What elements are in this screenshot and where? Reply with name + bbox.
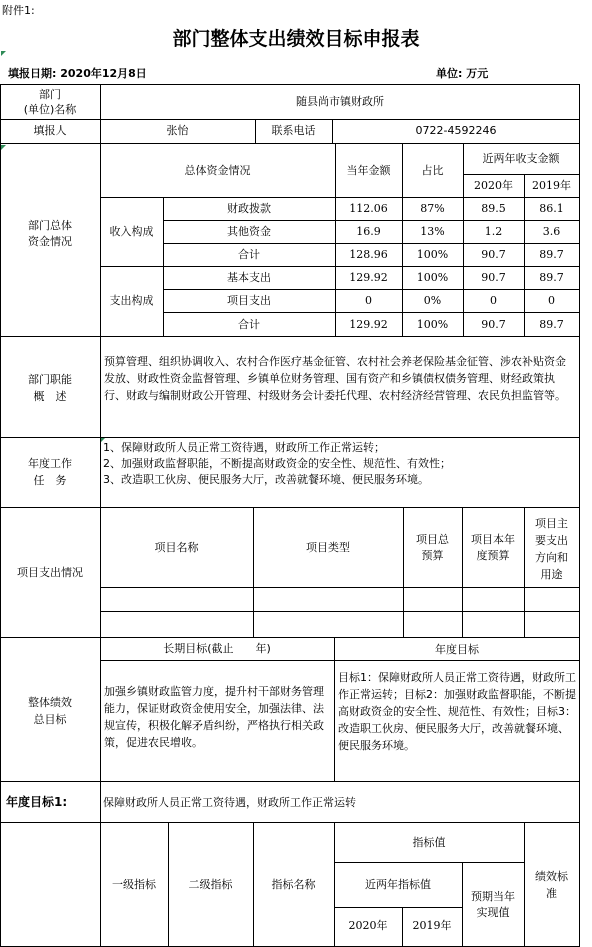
cell-marker bbox=[1, 51, 6, 56]
performance-standard-header bbox=[524, 868, 579, 902]
project-main-use-header bbox=[524, 515, 579, 583]
project-type-header: 项目类型 bbox=[306, 541, 350, 554]
long-term-text: 加强乡镇财政监管力度，提升村干部财务管理能力，保证财政资金使用安全，加强法律、法规宣传，积极化解矛盾纠纷，严格执行相关政策，促进农民增收。 bbox=[104, 685, 324, 749]
duties-text: 预算管理、组织协调收入、农村合作医疗基金征管、农村社会养老保险基金征管、涉农补贴资金发放、财政性资金监督管理、乡镇单位财务管理、国有资产和乡镇债权债务管理、财经政策执行、财政与编制财政公开管理、村级财务会计委托代理、农村经济经营管理、农民负担监管等。 bbox=[104, 355, 566, 402]
project-main-line3: 方向和 bbox=[535, 551, 568, 564]
fund-row-2020: 90.7 bbox=[481, 271, 506, 284]
funds-label-line2: 资金情况 bbox=[28, 235, 72, 248]
annual-target-text: 目标1：保障财政所人员正常工资待遇，财政所工作正常运转；目标2：加强财政监督职能，不断提高财政资金的安全性、规范性、有效性；目标3：改造职工伙房、便民服务大厅，改善就餐环境、便民服务环境。 bbox=[338, 671, 576, 752]
fund-row-2019: 0 bbox=[548, 294, 555, 307]
fund-row-name: 财政拨款 bbox=[227, 202, 271, 215]
annual-work-label-line1: 年度工作 bbox=[28, 457, 72, 470]
header-ratio: 占比 bbox=[421, 164, 444, 177]
standard-line1: 绩效标 bbox=[535, 870, 568, 883]
project-main-line4: 用途 bbox=[540, 568, 563, 581]
fund-row-amount: 128.96 bbox=[349, 248, 388, 261]
header-recent-two-years: 近两年收支金额 bbox=[482, 152, 560, 165]
annual-target-header: 年度目标 bbox=[435, 643, 479, 656]
cell-marker bbox=[1, 145, 6, 150]
fund-row-ratio: 100% bbox=[416, 271, 449, 284]
indicator-value-header: 指标值 bbox=[412, 836, 446, 849]
expected-value-header bbox=[462, 889, 524, 921]
project-year-line1: 项目本年 bbox=[471, 533, 515, 546]
annual-work-label bbox=[0, 455, 100, 489]
project-name-header: 项目名称 bbox=[154, 541, 199, 554]
dept-label bbox=[0, 87, 100, 117]
header-current-amount: 当年金额 bbox=[346, 164, 391, 177]
long-term-header: 长期目标(截止 年) bbox=[163, 642, 271, 655]
fund-row-ratio: 0% bbox=[423, 294, 442, 307]
expense-label: 支出构成 bbox=[109, 294, 154, 307]
unit-label: 单位: 万元 bbox=[436, 67, 489, 80]
fund-row-2019: 3.6 bbox=[542, 225, 561, 238]
project-total-budget-header bbox=[403, 532, 462, 564]
indicator-year-2020: 2020年 bbox=[348, 919, 388, 932]
phone-label: 联系电话 bbox=[271, 124, 316, 137]
duties-label bbox=[0, 371, 100, 405]
project-main-line2: 要支出 bbox=[535, 534, 568, 547]
fund-row-2019: 89.7 bbox=[539, 248, 564, 261]
fund-row-2020: 90.7 bbox=[481, 318, 506, 331]
annual-work-label-line2: 任 务 bbox=[33, 474, 67, 487]
standard-line2: 准 bbox=[546, 887, 557, 900]
project-main-line1: 项目主 bbox=[535, 517, 568, 530]
phone-value: 0722-4592246 bbox=[415, 124, 497, 137]
level1-indicator-header: 一级指标 bbox=[112, 878, 156, 891]
fund-row-2020: 90.7 bbox=[481, 248, 506, 261]
income-label: 收入构成 bbox=[109, 225, 154, 238]
level2-indicator-header: 二级指标 bbox=[188, 878, 233, 891]
goal1-label: 年度目标1: bbox=[6, 795, 68, 809]
expected-line1: 预期当年 bbox=[471, 890, 515, 903]
funds-section-label bbox=[0, 218, 100, 250]
funds-label-line1: 部门总体 bbox=[28, 219, 72, 232]
fund-row-ratio: 87% bbox=[420, 202, 445, 215]
fund-row-amount: 129.92 bbox=[349, 271, 388, 284]
perf-label-line2: 总目标 bbox=[33, 713, 67, 726]
fund-row-amount: 0 bbox=[365, 294, 372, 307]
annual-work-line: 2、加强财政监督职能，不断提高财政资金的安全性、规范性、有效性； bbox=[103, 457, 451, 470]
attachment-label: 附件1: bbox=[2, 4, 35, 17]
fund-row-amount: 16.9 bbox=[356, 225, 381, 238]
header-overview: 总体资金情况 bbox=[184, 164, 251, 177]
fund-row-ratio: 100% bbox=[416, 318, 449, 331]
filler-label: 填报人 bbox=[33, 124, 67, 137]
fund-row-2020: 1.2 bbox=[484, 225, 503, 238]
fund-row-name: 合计 bbox=[238, 318, 260, 331]
project-total-line2: 预算 bbox=[421, 549, 444, 562]
fund-row-2020: 89.5 bbox=[481, 202, 506, 215]
duties-label-line2: 概 述 bbox=[33, 390, 67, 403]
fund-row-amount: 112.06 bbox=[349, 202, 388, 215]
indicator-name-header: 指标名称 bbox=[271, 878, 316, 891]
fund-row-name: 基本支出 bbox=[227, 271, 271, 284]
fund-row-amount: 129.92 bbox=[349, 318, 388, 331]
fill-date: 填报日期: 2020年12月8日 bbox=[8, 67, 147, 80]
page-title: 部门整体支出绩效目标申报表 bbox=[172, 28, 420, 50]
fund-row-ratio: 13% bbox=[420, 225, 445, 238]
goal1-text: 保障财政所人员正常工资待遇，财政所工作正常运转 bbox=[103, 796, 356, 809]
projects-label: 项目支出情况 bbox=[17, 566, 83, 579]
dept-label-line1: 部门 bbox=[39, 88, 61, 101]
fund-row-name: 合计 bbox=[238, 248, 260, 261]
project-year-line2: 度预算 bbox=[476, 549, 510, 562]
fund-row-ratio: 100% bbox=[416, 248, 449, 261]
duties-label-line1: 部门职能 bbox=[28, 373, 72, 386]
indicator-year-2019: 2019年 bbox=[412, 919, 452, 932]
fund-row-2020: 0 bbox=[490, 294, 497, 307]
perf-label-line1: 整体绩效 bbox=[28, 696, 72, 709]
filler-name: 张怡 bbox=[166, 124, 189, 137]
fund-row-2019: 86.1 bbox=[539, 202, 564, 215]
dept-label-line2: (单位)名称 bbox=[23, 103, 77, 116]
header-year-2019: 2019年 bbox=[532, 179, 571, 192]
recent-values-header: 近两年指标值 bbox=[365, 878, 431, 891]
dept-name: 随县尚市镇财政所 bbox=[296, 95, 384, 108]
project-year-budget-header bbox=[462, 532, 524, 564]
fund-row-2019: 89.7 bbox=[539, 271, 564, 284]
perf-label bbox=[0, 694, 100, 728]
annual-work-line: 1、保障财政所人员正常工资待遇，财政所工作正常运转； bbox=[103, 441, 385, 454]
annual-work-line: 3、改造职工伙房、便民服务大厅，改善就餐环境、便民服务环境。 bbox=[103, 473, 429, 486]
header-year-2020: 2020年 bbox=[474, 179, 513, 192]
fund-row-name: 其他资金 bbox=[227, 225, 271, 238]
fund-row-2019: 89.7 bbox=[539, 318, 564, 331]
expected-line2: 实现值 bbox=[476, 906, 510, 919]
project-total-line1: 项目总 bbox=[416, 533, 449, 546]
fund-row-name: 项目支出 bbox=[227, 294, 271, 307]
